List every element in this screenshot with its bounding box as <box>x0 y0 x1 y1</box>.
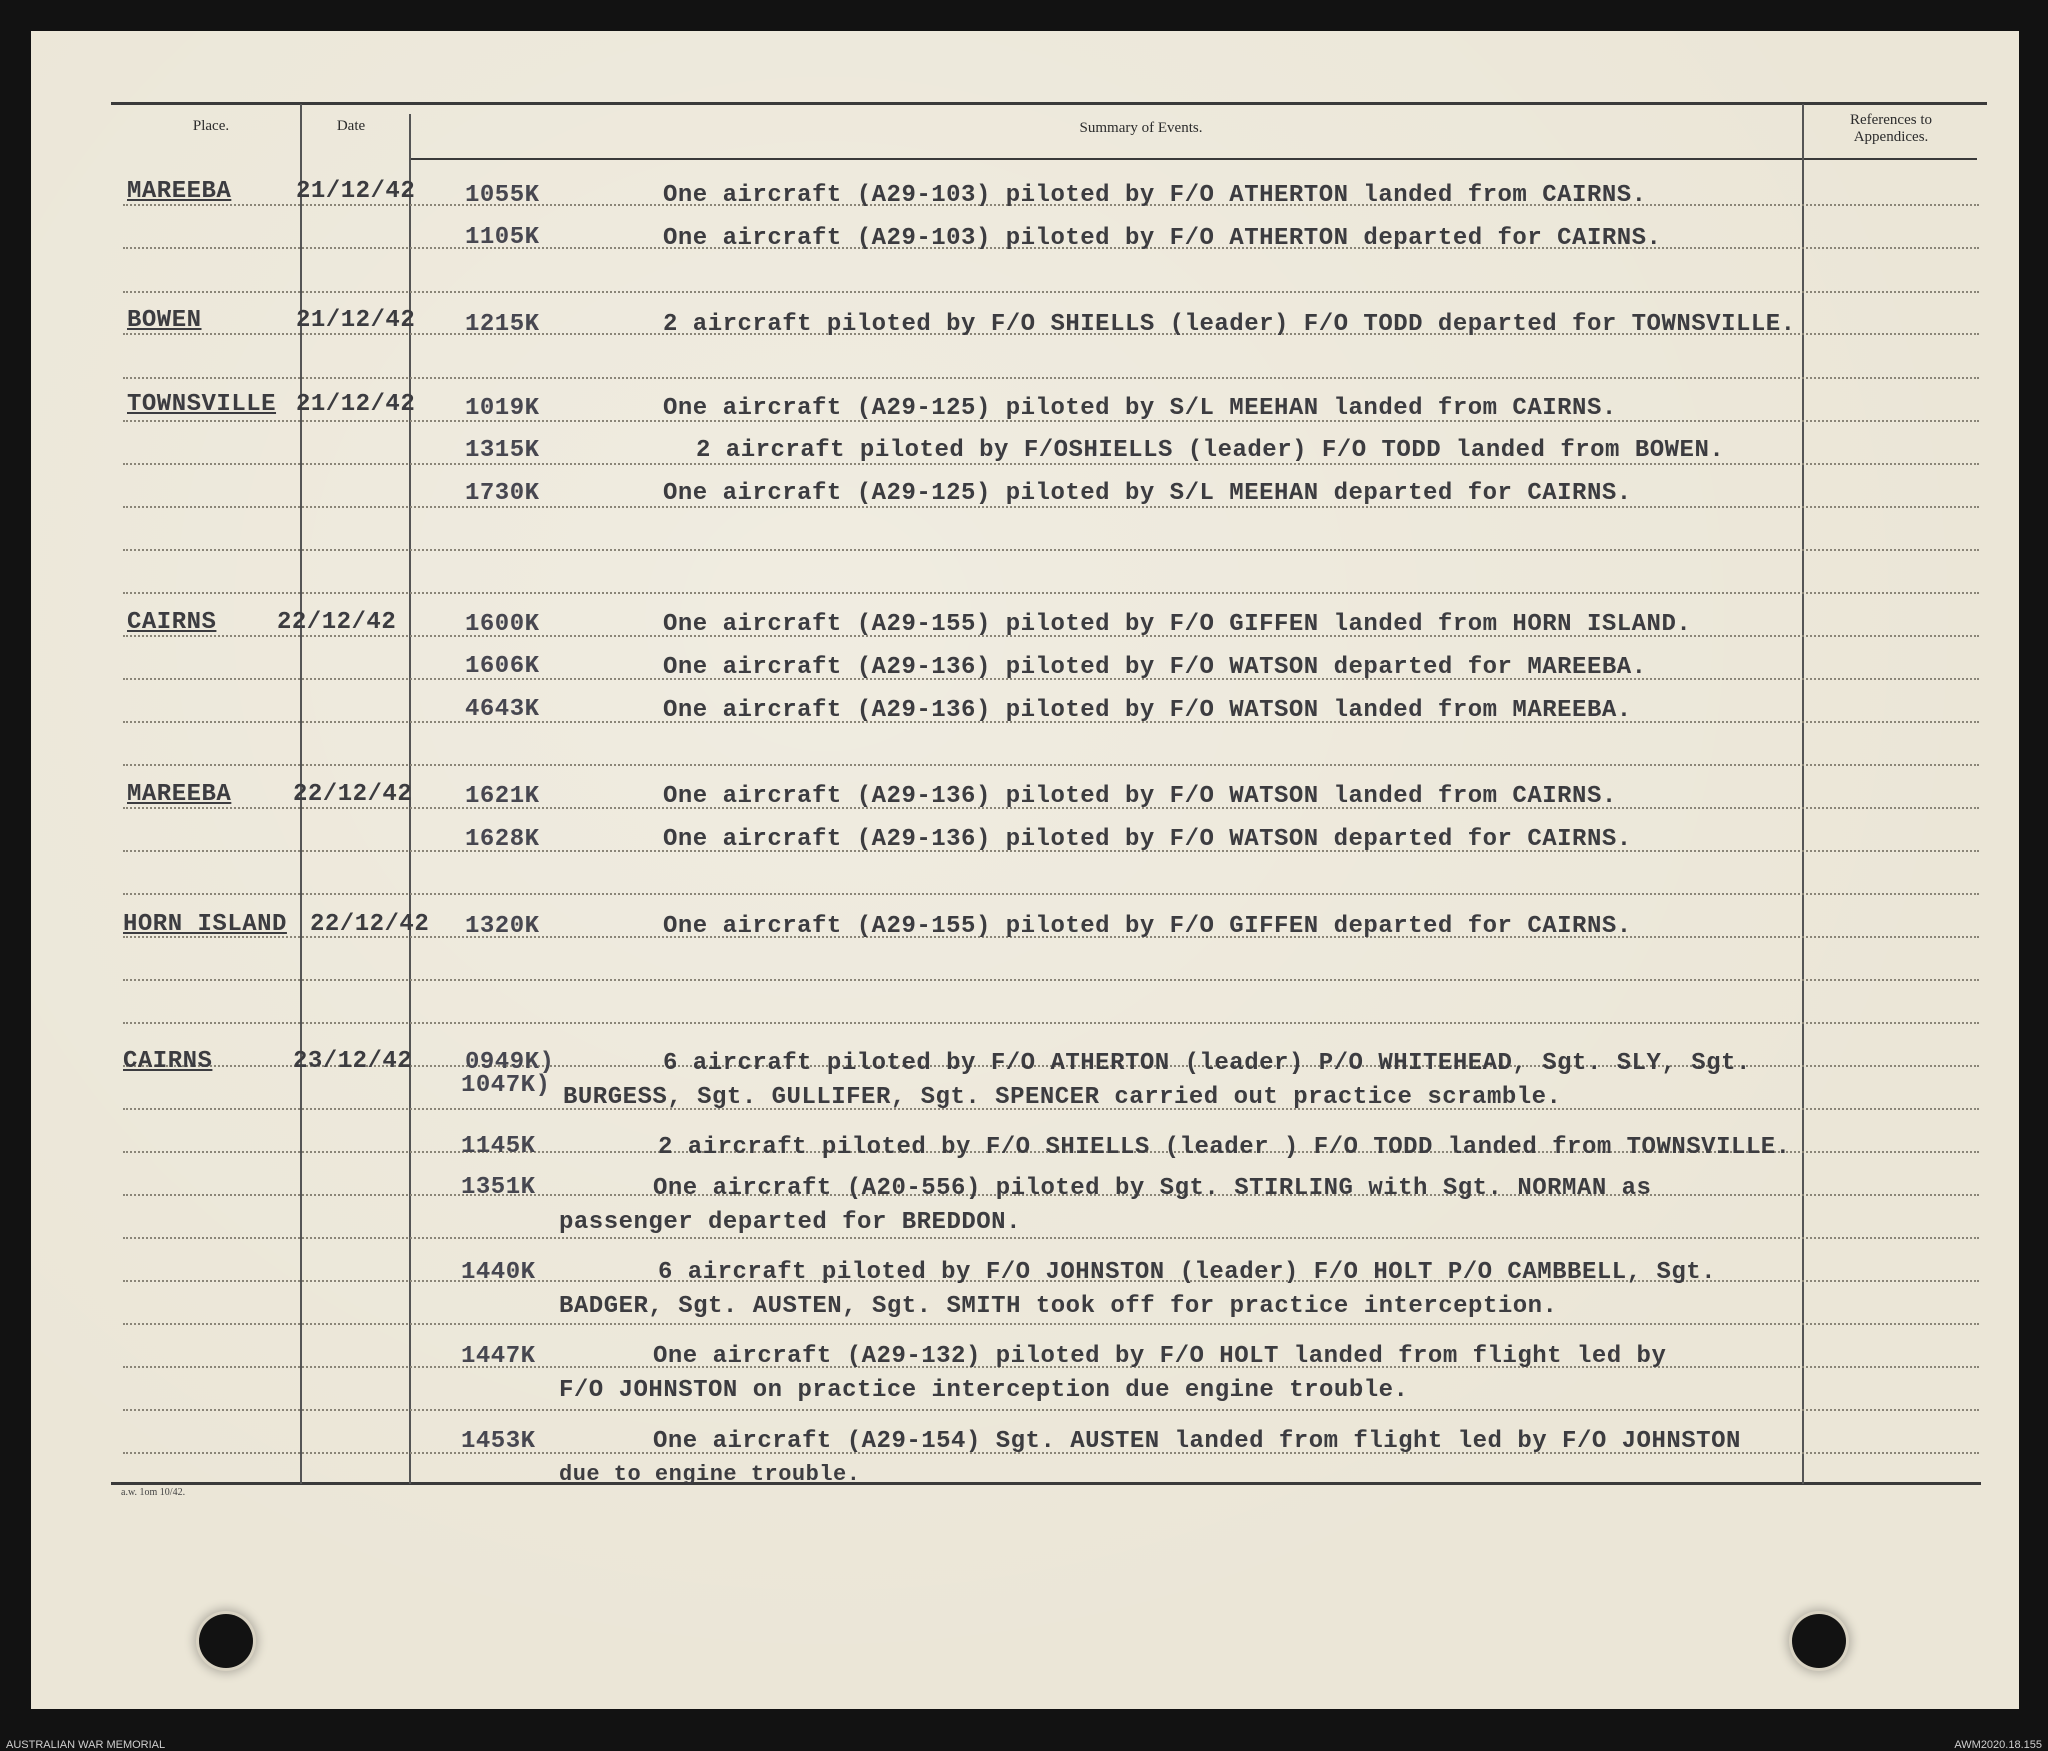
time-label: 1440K <box>461 1259 536 1286</box>
header-summary: Summary of Events. <box>1079 120 1203 136</box>
event-text: 6 aircraft piloted by F/O ATHERTON (leader) P/O WHITEHEAD, Sgt. SLY, Sgt. <box>663 1050 1751 1077</box>
place-label: HORN ISLAND <box>123 911 287 938</box>
event-text: One aircraft (A20-556) piloted by Sgt. STIRLING with Sgt. NORMAN as <box>653 1175 1652 1202</box>
time-label: 1055K <box>465 182 540 209</box>
time-label: 1047K) <box>461 1072 551 1099</box>
event-text: 2 aircraft piloted by F/OSHIELLS (leader) F/O TODD landed from BOWEN. <box>696 437 1725 464</box>
date-label: 22/12/42 <box>293 781 413 808</box>
event-text: One aircraft (A29-103) piloted by F/O ATHERTON landed from CAIRNS. <box>663 182 1647 209</box>
ruled-line <box>123 979 1979 981</box>
date-label: 21/12/42 <box>296 178 416 205</box>
header-date: Date <box>336 118 366 134</box>
ruled-line <box>123 1409 1979 1411</box>
ruled-line <box>123 377 1979 379</box>
document-sheet <box>31 31 2019 1709</box>
place-label: BOWEN <box>127 307 202 334</box>
ruled-line <box>123 764 1979 766</box>
time-label: 4643K <box>465 696 540 723</box>
event-text: 6 aircraft piloted by F/O JOHNSTON (leader) F/O HOLT P/O CAMBBELL, Sgt. <box>658 1259 1717 1286</box>
event-text: BURGESS, Sgt. GULLIFER, Sgt. SPENCER carried out practice scramble. <box>563 1084 1562 1111</box>
ruled-line <box>123 1237 1979 1239</box>
ruled-line <box>123 291 1979 293</box>
time-label: 1320K <box>465 913 540 940</box>
summary-references-divider <box>1802 104 1804 1484</box>
footer-credit: AUSTRALIAN WAR MEMORIAL <box>6 1739 166 1751</box>
event-text: One aircraft (A29-155) piloted by F/O GIFFEN landed from HORN ISLAND. <box>663 611 1692 638</box>
place-label: MAREEBA <box>127 178 232 205</box>
event-text: 2 aircraft piloted by F/O SHIELLS (leader ) F/O TODD landed from TOWNSVILLE. <box>658 1134 1791 1161</box>
ruled-line <box>123 592 1979 594</box>
event-text: passenger departed for BREDDON. <box>559 1209 1021 1236</box>
event-text: One aircraft (A29-103) piloted by F/O ATHERTON departed for CAIRNS. <box>663 225 1662 252</box>
time-label: 1019K <box>465 395 540 422</box>
time-label: 0949K) <box>465 1049 555 1076</box>
ruled-line <box>123 1022 1979 1024</box>
event-text: One aircraft (A29-136) piloted by F/O WATSON departed for MAREEBA. <box>663 654 1647 681</box>
event-text: due to engine trouble. <box>559 1462 861 1487</box>
place-label: CAIRNS <box>123 1048 213 1075</box>
date-label: 22/12/42 <box>277 609 397 636</box>
place-label: CAIRNS <box>127 609 217 636</box>
punch-hole-right <box>1792 1614 1846 1668</box>
ruled-line <box>123 893 1979 895</box>
date-label: 21/12/42 <box>296 391 416 418</box>
time-label: 1621K <box>465 783 540 810</box>
ruled-line <box>123 549 1979 551</box>
ruled-line <box>123 1323 1979 1325</box>
place-label: TOWNSVILLE <box>127 391 277 418</box>
form-code: a.w. 1om 10/42. <box>121 1487 186 1498</box>
time-label: 1215K <box>465 311 540 338</box>
event-text: One aircraft (A29-125) piloted by S/L MEEHAN landed from CAIRNS. <box>663 395 1617 422</box>
time-label: 1606K <box>465 653 540 680</box>
header-place: Place. <box>192 118 230 134</box>
event-text: BADGER, Sgt. AUSTEN, Sgt. SMITH took off for practice interception. <box>559 1293 1558 1320</box>
time-label: 1453K <box>461 1428 536 1455</box>
time-label: 1351K <box>461 1174 536 1201</box>
time-label: 1600K <box>465 611 540 638</box>
place-label: MAREEBA <box>127 781 232 808</box>
header-references: References to Appendices. <box>1849 112 1933 146</box>
footer-accession-number: AWM2020.18.155 <box>1954 1739 2042 1751</box>
event-text: One aircraft (A29-136) piloted by F/O WATSON landed from MAREEBA. <box>663 697 1632 724</box>
time-label: 1447K <box>461 1343 536 1370</box>
date-label: 21/12/42 <box>296 307 416 334</box>
date-label: 23/12/42 <box>293 1048 413 1075</box>
header-rule <box>411 158 1977 160</box>
event-text: 2 aircraft piloted by F/O SHIELLS (leader) F/O TODD departed for TOWNSVILLE. <box>663 311 1796 338</box>
time-label: 1105K <box>465 224 540 251</box>
time-label: 1315K <box>465 437 540 464</box>
event-text: One aircraft (A29-136) piloted by F/O WATSON departed for CAIRNS. <box>663 826 1632 853</box>
top-rule <box>111 102 1987 105</box>
date-label: 22/12/42 <box>310 911 430 938</box>
event-text: One aircraft (A29-136) piloted by F/O WATSON landed from CAIRNS. <box>663 783 1617 810</box>
event-text: One aircraft (A29-155) piloted by F/O GIFFEN departed for CAIRNS. <box>663 913 1632 940</box>
time-label: 1145K <box>461 1133 536 1160</box>
time-label: 1628K <box>465 826 540 853</box>
punch-hole-left <box>199 1614 253 1668</box>
event-text: One aircraft (A29-125) piloted by S/L MEEHAN departed for CAIRNS. <box>663 480 1632 507</box>
event-text: One aircraft (A29-154) Sgt. AUSTEN landed from flight led by F/O JOHNSTON <box>653 1428 1741 1455</box>
time-label: 1730K <box>465 480 540 507</box>
bottom-rule <box>111 1482 1981 1485</box>
event-text: F/O JOHNSTON on practice interception due engine trouble. <box>559 1377 1409 1404</box>
event-text: One aircraft (A29-132) piloted by F/O HOLT landed from flight led by <box>653 1343 1667 1370</box>
